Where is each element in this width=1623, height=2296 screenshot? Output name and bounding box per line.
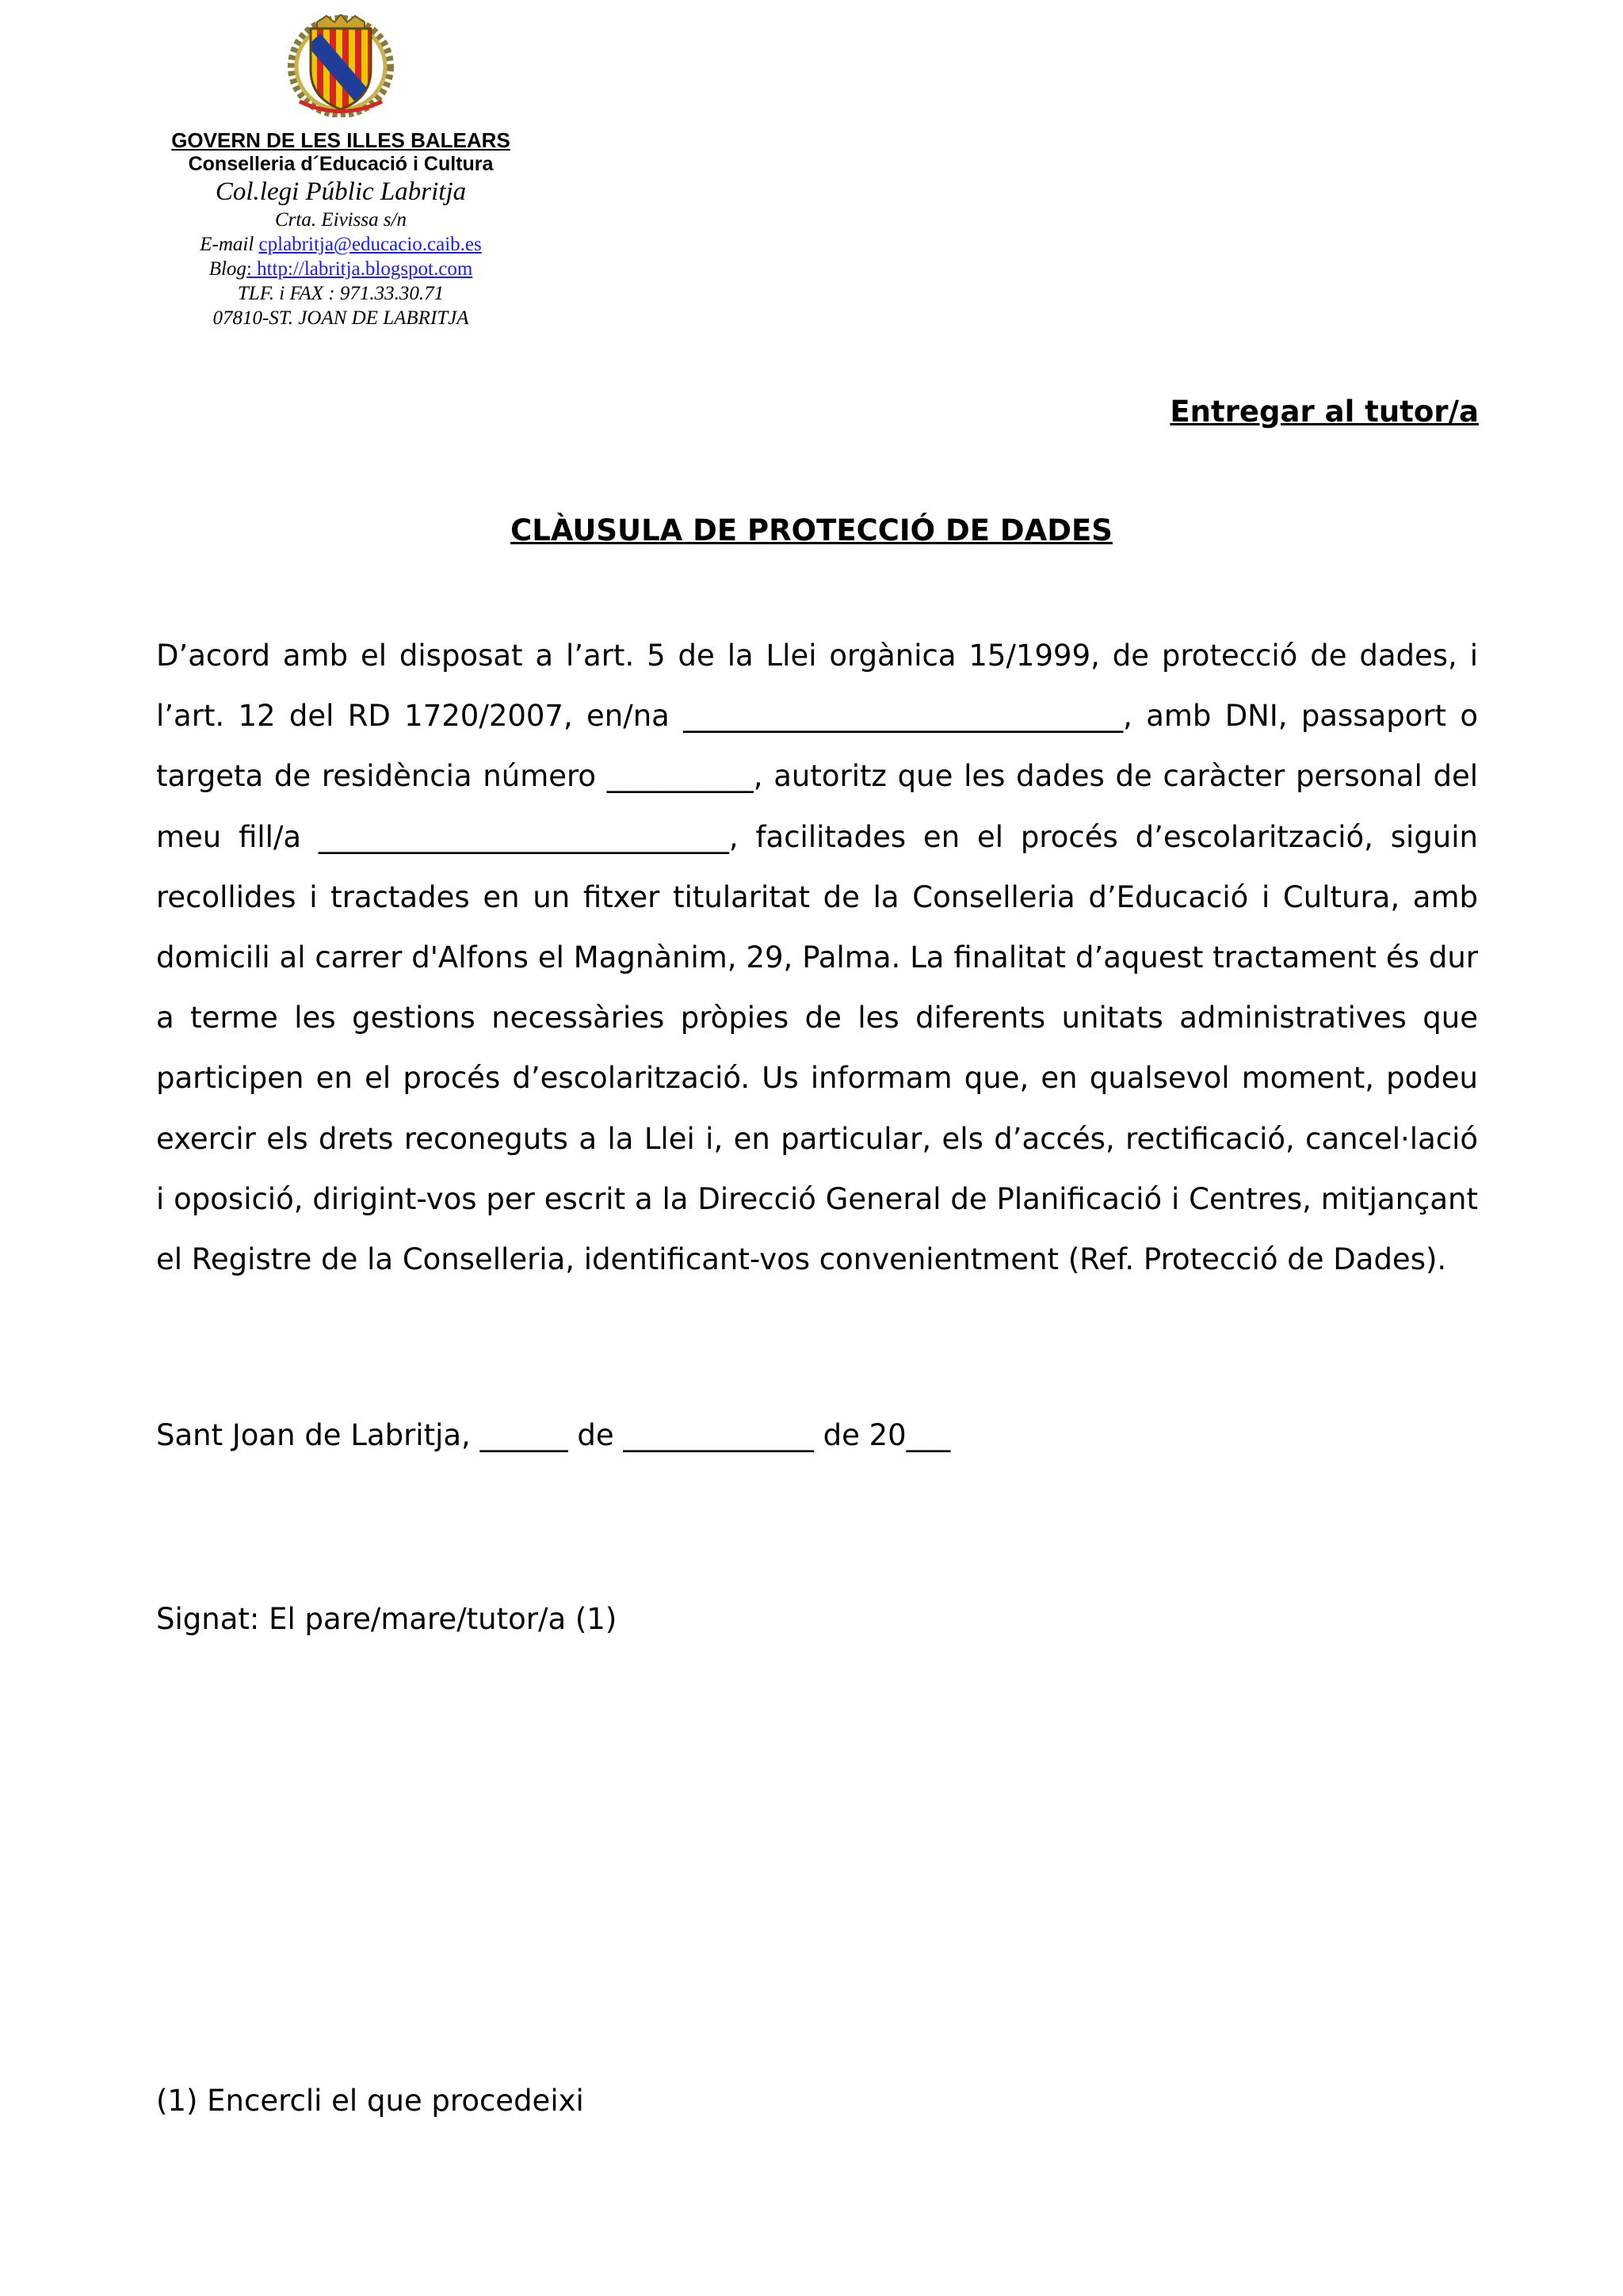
deliver-note: Entregar al tutor/a [1170,395,1479,429]
department-name: Conselleria d´Educació i Cultura [188,153,494,175]
government-name: GOVERN DE LES ILLES BALEARS [171,128,510,152]
street-address: Crta. Eivissa s/n [275,209,407,231]
coat-of-arms-icon [285,14,396,117]
blog-label: Blog [208,258,246,280]
postal-line: 07810-ST. JOAN DE LABRITJA [212,307,469,329]
signature-line: Signat: El pare/mare/tutor/a (1) [156,1602,617,1636]
school-name: Col.legi Públic Labritja [215,177,467,206]
date-line: Sant Joan de Labritja, ______ de _____________ de 20___ [156,1418,951,1452]
email-line [151,232,531,257]
blog-line [151,257,531,281]
footnote: (1) Encercli el que procedeixi [156,2084,584,2118]
email-label: E-mail [200,234,259,255]
consent-paragraph: D’acord amb el disposat a l’art. 5 de la Llei orgànica 15/1999, de protecció de dades, i l’art. 12 del RD 1720/2007, en/na ______________________________, amb DNI, passaport o targeta de residència número __________, autoritz que les dades de caràcter personal del meu fill/a ____________________________, facilitades en el procés d’escolarització, siguin recollides i tractades en un fitxer titularitat de la Conselleria d’Educació i Cultura, amb domicili al carrer d'Alfons el Magnànim, 29, Palma. La finalitat d’aquest tractament és dur a terme les gestions necessàries pròpies de les diferents unitats administratives que participen en el procés d’escolarització. Us informam que, en qualsevol moment, podeu exercir els drets reconeguts a la Llei i, en particular, els d’accés, rectificació, cancel·lació i oposició, dirigint-vos per escrit a la Direcció General de Planificació i Centres, mitjançant el Registre de la Conselleria, identificant-vos convenientment (Ref. Protecció de Dades). [156,639,1478,1277]
blog-link[interactable]: : http://labritja.blogspot.com [246,258,473,280]
document-title: CLÀUSULA DE PROTECCIÓ DE DADES [510,513,1113,547]
letterhead [151,14,531,330]
email-link[interactable]: cplabritja@educacio.caib.es [258,234,482,255]
phone-line: TLF. i FAX : 971.33.30.71 [237,283,445,304]
